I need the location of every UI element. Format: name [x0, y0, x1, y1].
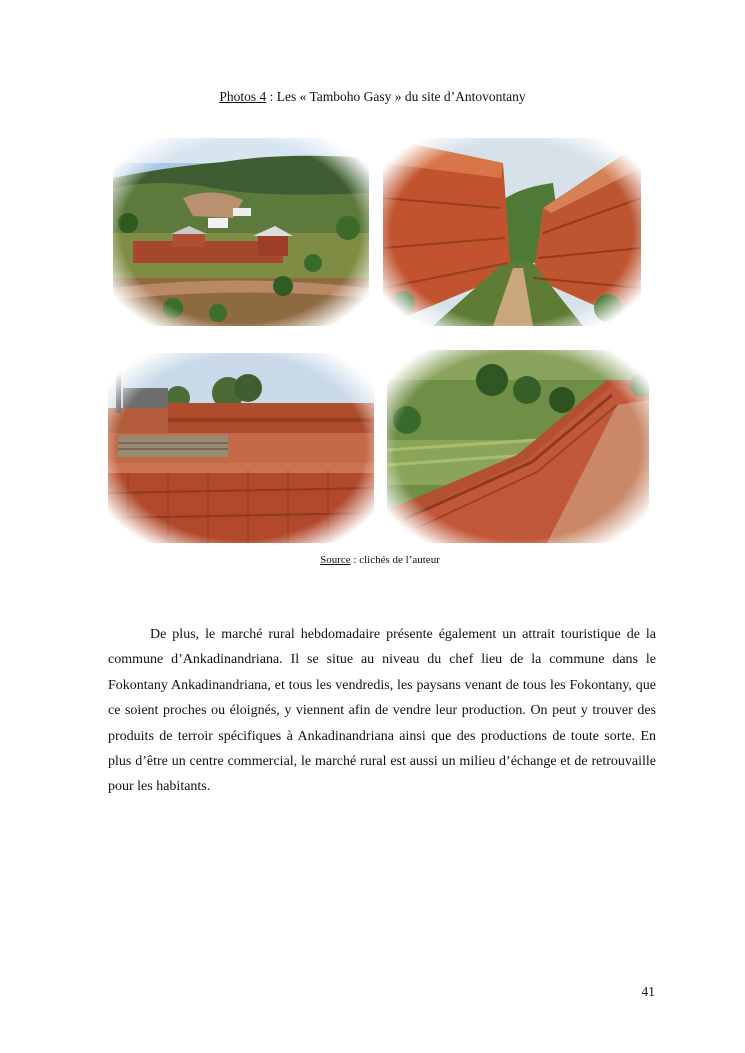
figure-caption	[0, 89, 745, 105]
enclosure-wall-photo	[108, 353, 374, 543]
source-text: : clichés de l’auteur	[350, 554, 440, 566]
page-number: 41	[641, 984, 655, 999]
figure-title: : Les « Tamboho Gasy » du site d’Antovontany	[266, 89, 526, 104]
wall-corridor-photo	[383, 138, 641, 326]
village-landscape-photo	[113, 138, 369, 326]
wall-field-photo	[387, 350, 649, 543]
photo-source	[0, 554, 745, 566]
figure-label: Photos 4	[219, 89, 267, 104]
body-paragraph: De plus, le marché rural hebdomadaire présente également un attrait touristique de la commune d’Ankadinandriana. Il se situe au niveau du chef lieu de la commune dans le Fokontany Ankadinandriana, et tous les vendredis, les paysans venant de tous les Fokontany, que ce soient proches ou éloignés, y viennent afin de vendre leur production. On peut y trouver des produits de terroir spécifiques à Ankadinandriana ainsi que des productions de toute sorte. En plus d’être un centre commercial, le marché rural est aussi un milieu d’échange et de retrouvaille pour les habitants.	[108, 627, 656, 795]
source-label: Source	[320, 554, 351, 566]
